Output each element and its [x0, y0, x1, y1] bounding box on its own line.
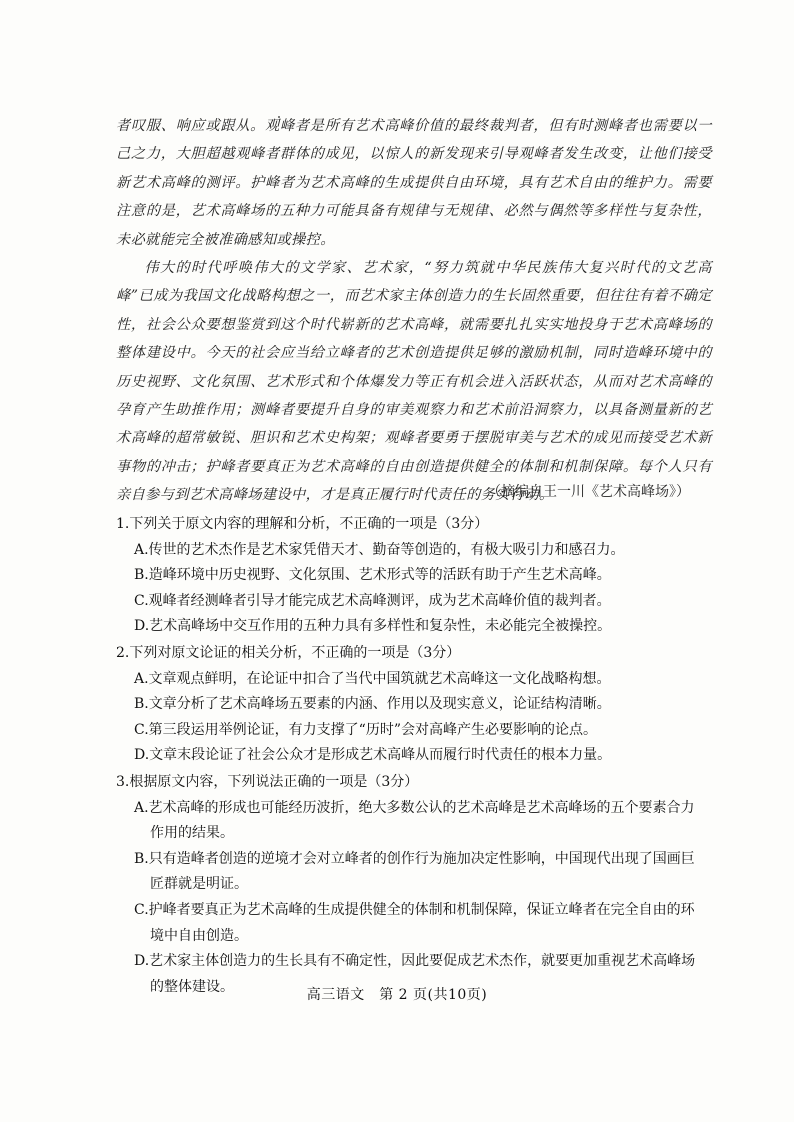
- passage-paragraph-2: 伟大的时代呼唤伟大的文学家、艺术家，“努力筑就中华民族伟大复兴时代的文艺高峰”已成为我国文化战略构想之一，而艺术家主体创造力的生长固然重要，但往往有着不确定性，社会公众要想鉴赏到这个时代崭新的艺术高峰，就需要扎扎实实地投身于艺术高峰场的整体建设中。今天的社会应当给立峰者的艺术创造提供足够的激励机制，同时造峰环境中的历史视野、文化氛围、艺术形式和个体爆发力等正有机会进入活跃状态，从而对艺术高峰的孕育产生助推作用；测峰者要提升自身的审美观察力和艺术前沿洞察力，以具备测量新的艺术高峰的超常敏锐、胆识和艺术史构架；观峰者要勇于摆脱审美与艺术的成见而接受艺术新事物的冲击；护峰者要真正为艺术高峰的自由创造提供健全的体制和机制保障。每个人只有亲自参与到艺术高峰场建设中，才是真正履行时代责任的务实行动。: [116, 260, 712, 504]
- question-option: A.文章观点鲜明，在论证中扣合了当代中国筑就艺术高峰这一文化战略构想。: [134, 670, 611, 687]
- passage-source: （摘编自王一川《艺术高峰场》）: [487, 484, 690, 500]
- question-2: [116, 641, 706, 769]
- question-option: A.传世的艺术杰作是艺术家凭借天才、勤奋等创造的，有极大吸引力和感召力。: [134, 541, 625, 558]
- question-stem: 3.根据原文内容，下列说法正确的一项是（3分）: [116, 773, 419, 790]
- question-3: [116, 770, 706, 1000]
- passage-paragraph-1: 者叹服、响应或跟从。观峰者是所有艺术高峰价值的最终裁判者，但有时测峰者也需要以一己之力，大胆超越观峰者群体的成见，以惊人的新发现来引导观峰者发生改变，让他们接受新艺术高峰的测评。护峰者为艺术高峰的生成提供自由环境，具有艺术自由的维护力。需要注意的是，艺术高峰场的五种力可能具备有规律与无规律、必然与偶然等多样性与复杂性，未必就能完全被准确感知或操控。: [116, 118, 712, 248]
- question-option: C.第三段运用举例论证，有力支撑了“历时”会对高峰产生必要影响的论点。: [134, 721, 597, 738]
- question-option: C.观峰者经测峰者引导才能完成艺术高峰测评，成为艺术高峰价值的裁判者。: [134, 592, 611, 609]
- question-option: D.艺术家主体创造力的生长具有不确定性，因此要促成艺术杰作，就要更加重视艺术高峰场的整体建设。: [134, 953, 696, 995]
- question-option: B.文章分析了艺术高峰场五要素的内涵、作用以及现实意义，论证结构清晰。: [134, 696, 611, 713]
- question-1: [116, 512, 706, 640]
- page-footer: 高三语文 第 2 页(共10页): [306, 987, 488, 1003]
- reading-passage: [116, 112, 712, 510]
- question-stem: 1.下列关于原文内容的理解和分析，不正确的一项是（3分）: [116, 516, 489, 532]
- question-option: D.文章末段论证了社会公众才是形成艺术高峰从而履行时代责任的根本力量。: [134, 747, 612, 764]
- question-option: B.造峰环境中历史视野、文化氛围、艺术形式等的活跃有助于产生艺术高峰。: [134, 567, 611, 584]
- question-option: D.艺术高峰场中交互作用的五种力具有多样性和复杂性，未必能完全被操控。: [134, 618, 612, 635]
- question-list: [116, 512, 706, 1001]
- question-option: C.护峰者要真正为艺术高峰的生成提供健全的体制和机制保障，保证立峰者在完全自由的环境中自由创造。: [134, 901, 695, 944]
- question-option: B.只有造峰者创造的逆境才会对立峰者的创作行为施加决定性影响，中国现代出现了国画巨匠群就是明证。: [134, 850, 695, 893]
- question-stem: 2.下列对原文论证的相关分析，不正确的一项是（3分）: [116, 644, 461, 661]
- question-option: A.艺术高峰的形成也可能经历波折，绝大多数公认的艺术高峰是艺术高峰场的五个要素合力作用的结果。: [134, 799, 695, 842]
